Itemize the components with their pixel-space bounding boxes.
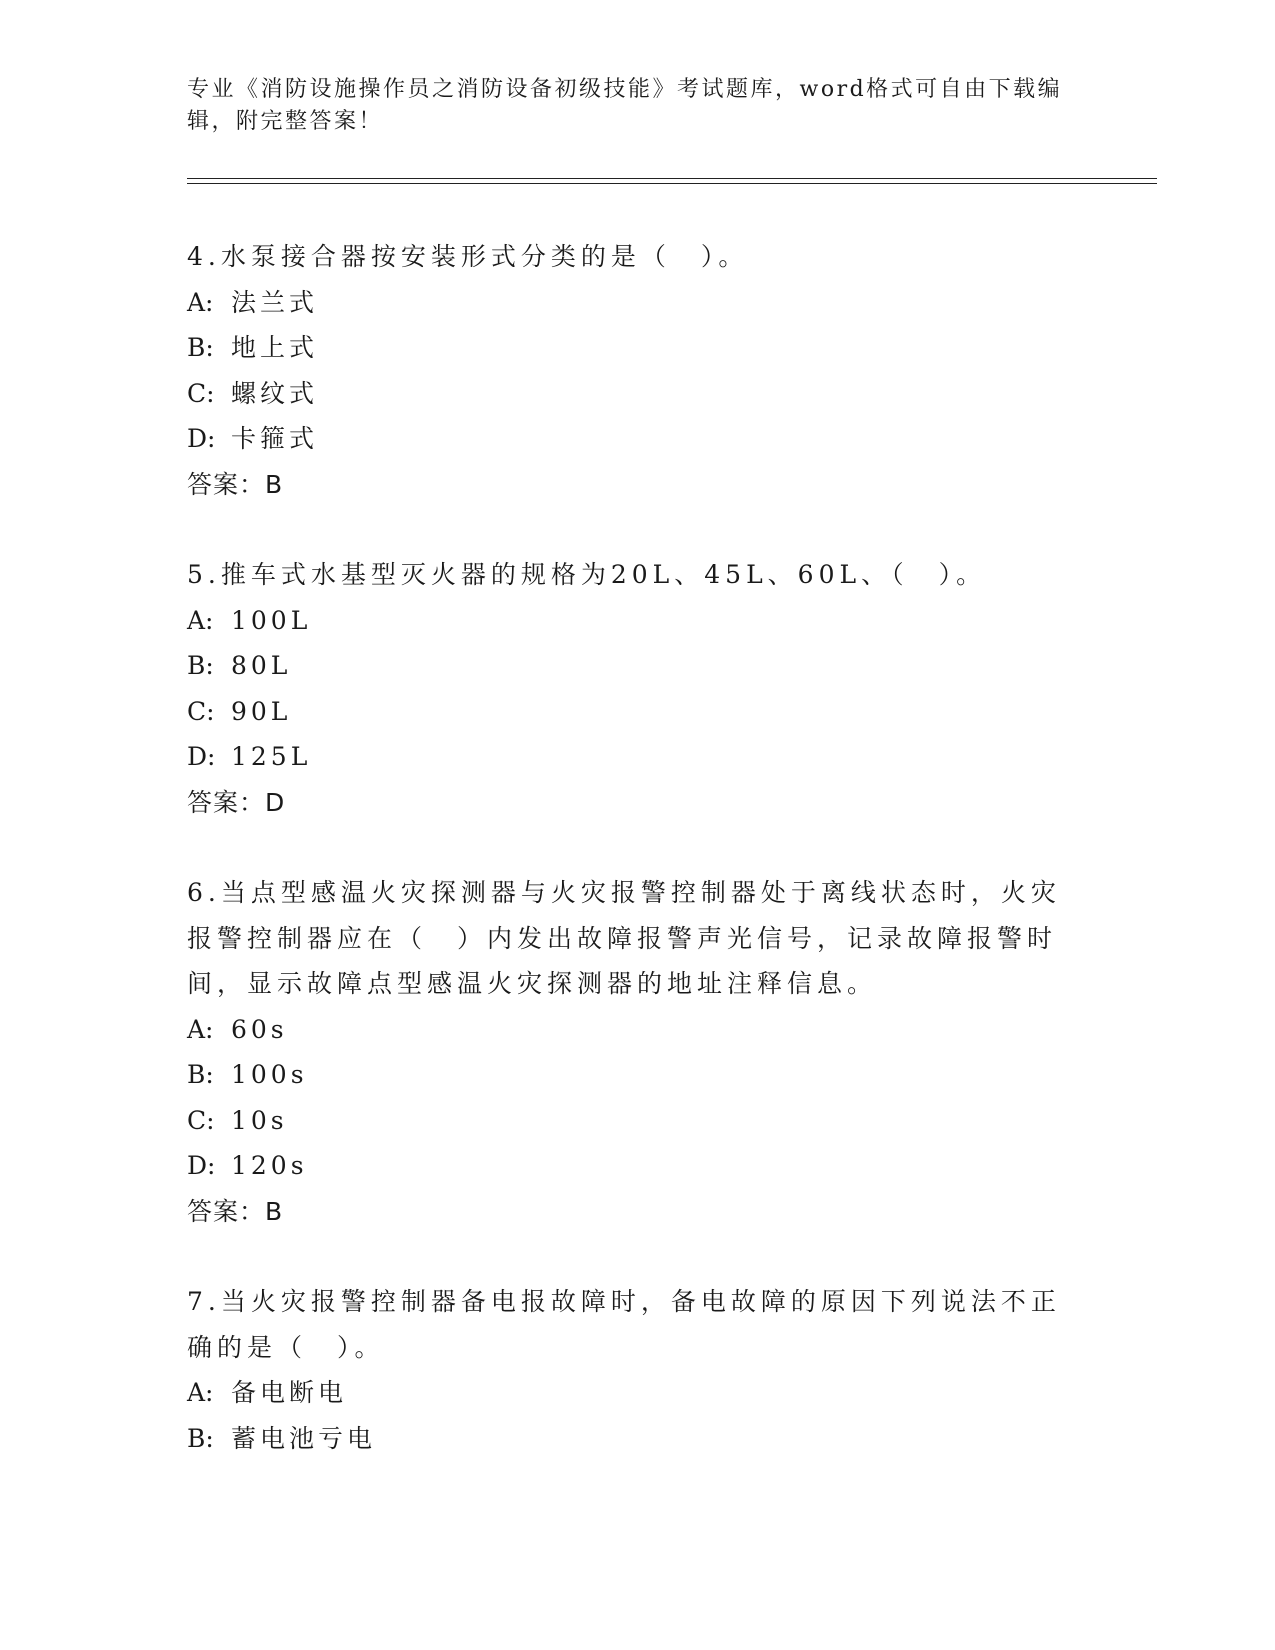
option-text: 法兰式 — [231, 287, 319, 317]
option-b — [187, 1052, 1067, 1098]
option-key: A: — [187, 1014, 214, 1044]
option-text: 卡箍式 — [231, 424, 319, 453]
question-stem: 6.当点型感温火灾探测器与火灾报警控制器处于离线状态时，火灾报警控制器应在（ ）内发出故障报警声光信号，记录故障报警时间，显示故障点型感温火灾探测器的地址注释信息。 — [187, 878, 1061, 998]
answer: 答案：B — [187, 1196, 284, 1226]
option-key: B: — [187, 1423, 214, 1453]
answer: 答案：B — [187, 469, 284, 499]
option-d — [187, 734, 1067, 780]
option-key: B: — [187, 651, 214, 680]
option-text: 90L — [231, 696, 292, 726]
question-4 — [187, 234, 1067, 507]
option-text: 100L — [231, 605, 312, 635]
option-d — [187, 416, 1067, 462]
option-key: C: — [187, 696, 215, 726]
option-text: 60s — [231, 1014, 288, 1044]
option-text: 120s — [231, 1151, 308, 1180]
option-a — [187, 598, 1067, 644]
option-text: 80L — [231, 651, 292, 680]
option-text: 蓄电池亏电 — [231, 1423, 377, 1453]
question-7 — [187, 1279, 1067, 1461]
question-stem: 4.水泵接合器按安装形式分类的是（ ）。 — [187, 242, 749, 271]
option-c — [187, 1098, 1067, 1144]
option-key: D: — [187, 424, 216, 453]
question-5 — [187, 552, 1067, 825]
option-key: A: — [187, 1378, 214, 1407]
question-stem: 7.当火灾报警控制器备电报故障时，备电故障的原因下列说法不正确的是（ ）。 — [187, 1287, 1061, 1362]
option-text: 备电断电 — [231, 1378, 348, 1407]
option-b — [187, 325, 1067, 371]
header-divider-bottom — [187, 183, 1157, 184]
option-b — [187, 643, 1067, 689]
option-key: C: — [187, 378, 215, 408]
option-key: D: — [187, 1151, 216, 1180]
question-6 — [187, 870, 1067, 1234]
answer: 答案：D — [187, 787, 286, 817]
option-key: D: — [187, 742, 216, 771]
option-d — [187, 1143, 1067, 1189]
option-text: 125L — [231, 742, 312, 771]
option-a — [187, 1007, 1067, 1053]
option-text: 地上式 — [231, 333, 319, 362]
option-c — [187, 371, 1067, 417]
option-a — [187, 280, 1067, 326]
option-b — [187, 1416, 1067, 1462]
option-key: C: — [187, 1105, 215, 1135]
option-key: B: — [187, 1060, 214, 1089]
option-text: 100s — [231, 1060, 308, 1089]
option-key: A: — [187, 287, 214, 317]
header-divider-top — [187, 178, 1157, 179]
document-header: 专业《消防设施操作员之消防设备初级技能》考试题库，word格式可自由下载编辑，附完整答案！ — [187, 77, 1063, 134]
option-a — [187, 1370, 1067, 1416]
option-key: A: — [187, 605, 214, 635]
option-text: 10s — [231, 1105, 288, 1135]
option-c — [187, 689, 1067, 735]
question-stem: 5.推车式水基型灭火器的规格为20L、45L、60L、（ ）。 — [187, 560, 987, 589]
option-key: B: — [187, 333, 214, 362]
option-text: 螺纹式 — [231, 378, 319, 408]
